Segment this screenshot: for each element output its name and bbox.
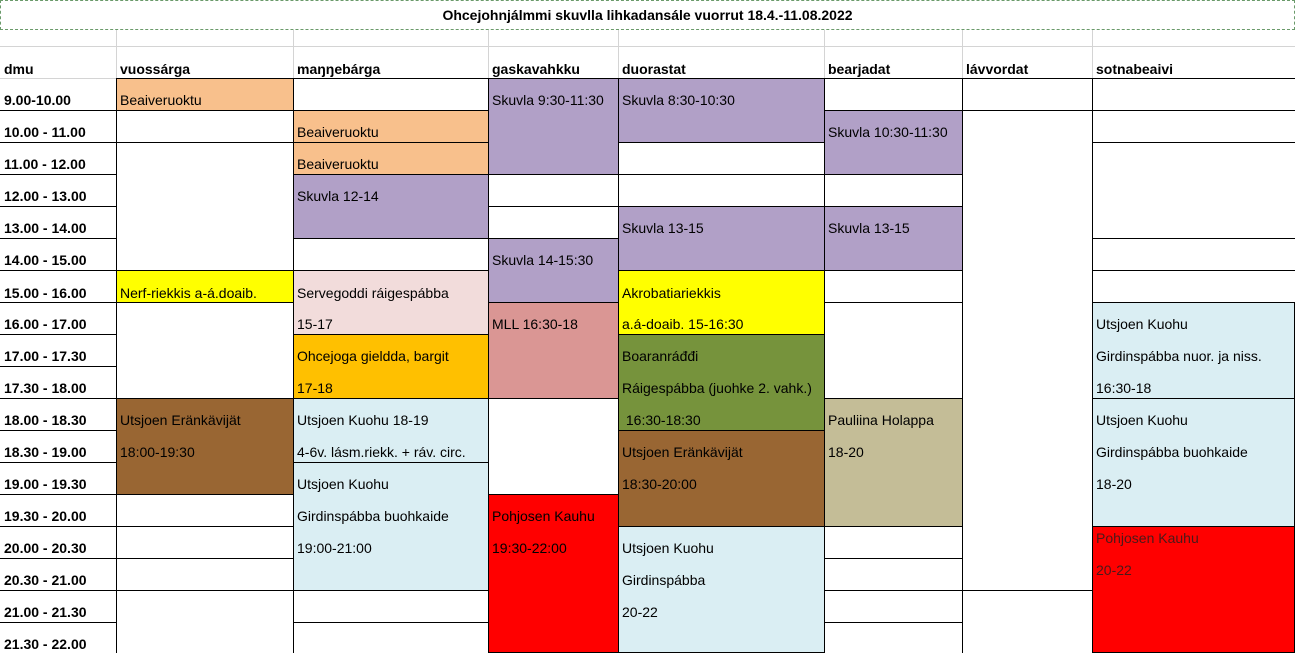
time-label: 20.30 - 21.00 xyxy=(4,572,87,588)
sheet-title: Ohcejohnjálmmi skuvlla lihkadansále vuorrut 18.4.-11.08.2022 xyxy=(0,0,1295,30)
event-label: Utsjoen Kuohu xyxy=(1096,316,1188,332)
event-label: Utsjoen Kuohu xyxy=(297,476,389,492)
time-label: 9.00-10.00 xyxy=(4,92,71,108)
event-label: 16:30-18 xyxy=(1096,380,1152,396)
event-label: 18-20 xyxy=(828,444,864,460)
header-sunday: sotnabeaivi xyxy=(1096,61,1174,77)
event-label: 15-17 xyxy=(297,316,333,332)
event-label: Skuvla 13-15 xyxy=(828,220,910,236)
event-label: Utsjoen Eränkävijät xyxy=(622,444,743,460)
event-label: Utsjoen Kuohu 18-19 xyxy=(297,412,429,428)
event-label: 20-22 xyxy=(622,604,658,620)
event-label: Skuvla 14-15:30 xyxy=(492,252,594,268)
event-label: 18:30-20:00 xyxy=(622,476,697,492)
header-wednesday: gaskavahkku xyxy=(492,61,580,77)
event-label: Akrobatiariekkis xyxy=(622,285,721,301)
event-label: Pauliina Holappa xyxy=(828,412,934,428)
event-label: Girdinspábba buohkaide xyxy=(297,508,449,524)
event-label: Nerf-riekkis a-á.doaib. xyxy=(120,285,257,301)
event-block[interactable] xyxy=(618,78,825,143)
event-label: Utsjoen Kuohu xyxy=(622,540,714,556)
event-label: 19:00-21:00 xyxy=(297,540,372,556)
time-label: 16.00 - 17.00 xyxy=(4,316,87,332)
event-label: a.á-doaib. 15-16:30 xyxy=(622,316,744,332)
event-label: Skuvla 9:30-11:30 xyxy=(492,92,604,108)
event-label: Ráigespábba (juohke 2. vahk.) xyxy=(622,380,812,396)
event-label: Servegoddi ráigespábba xyxy=(297,285,449,301)
header-thursday: duorastat xyxy=(622,61,686,77)
time-label: 17.00 - 17.30 xyxy=(4,348,87,364)
event-label: 4-6v. lásm.riekk. + ráv. circ. xyxy=(297,444,466,460)
event-block[interactable] xyxy=(824,206,963,271)
event-label: 19:30-22:00 xyxy=(492,540,567,556)
event-label: MLL 16:30-18 xyxy=(492,316,578,332)
time-label: 20.00 - 20.30 xyxy=(4,540,87,556)
event-block[interactable] xyxy=(293,174,489,239)
event-block[interactable] xyxy=(618,206,825,271)
time-label: 19.00 - 19.30 xyxy=(4,476,87,492)
event-label: Girdinspábba buohkaide xyxy=(1096,444,1248,460)
time-label: 10.00 - 11.00 xyxy=(4,124,86,140)
time-label: 21.00 - 21.30 xyxy=(4,604,87,620)
event-label: 20-22 xyxy=(1096,562,1132,578)
event-label: Beaiveruoktu xyxy=(297,124,379,140)
time-label: 19.30 - 20.00 xyxy=(4,508,87,524)
header-time: dmu xyxy=(4,61,34,77)
time-label: 21.30 - 22.00 xyxy=(4,636,87,652)
event-label: Skuvla 8:30-10:30 xyxy=(622,92,735,108)
event-label: Girdinspábba nuor. ja niss. xyxy=(1096,348,1262,364)
header-tuesday: maŋŋebárga xyxy=(297,61,381,77)
header-saturday: lávvordat xyxy=(966,61,1029,77)
header-friday: bearjadat xyxy=(828,61,891,77)
time-label: 17.30 - 18.00 xyxy=(4,380,87,396)
time-label: 18.30 - 19.00 xyxy=(4,444,87,460)
time-divider xyxy=(0,110,116,111)
event-label: Skuvla 10:30-11:30 xyxy=(828,124,948,140)
event-label: Girdinspábba xyxy=(622,572,706,588)
event-label: Pohjosen Kauhu xyxy=(1096,530,1199,546)
time-label: 11.00 - 12.00 xyxy=(4,156,86,172)
event-block[interactable] xyxy=(488,238,619,303)
event-label: Pohjosen Kauhu xyxy=(492,508,595,524)
event-label: Beaiveruoktu xyxy=(297,156,379,172)
event-label: Boaranráđđi xyxy=(622,348,699,364)
time-label: 12.00 - 13.00 xyxy=(4,188,87,204)
event-label: Utsjoen Kuohu xyxy=(1096,412,1188,428)
event-label: Ohcejoga gieldda, bargit xyxy=(297,348,449,364)
time-label: 15.00 - 16.00 xyxy=(4,285,87,301)
header-monday: vuossárga xyxy=(120,61,191,77)
event-label: 18-20 xyxy=(1096,476,1132,492)
event-label: 16:30-18:30 xyxy=(622,412,701,428)
event-block[interactable] xyxy=(824,110,963,175)
event-label: 17-18 xyxy=(297,380,333,396)
event-label: Utsjoen Eränkävijät xyxy=(120,412,241,428)
event-label: Beaiveruoktu xyxy=(120,92,202,108)
time-label: 13.00 - 14.00 xyxy=(4,220,87,236)
time-label: 14.00 - 15.00 xyxy=(4,252,87,268)
event-label: Skuvla 13-15 xyxy=(622,220,704,236)
time-label: 18.00 - 18.30 xyxy=(4,412,87,428)
event-label: Skuvla 12-14 xyxy=(297,188,379,204)
event-label: 18:00-19:30 xyxy=(120,444,195,460)
